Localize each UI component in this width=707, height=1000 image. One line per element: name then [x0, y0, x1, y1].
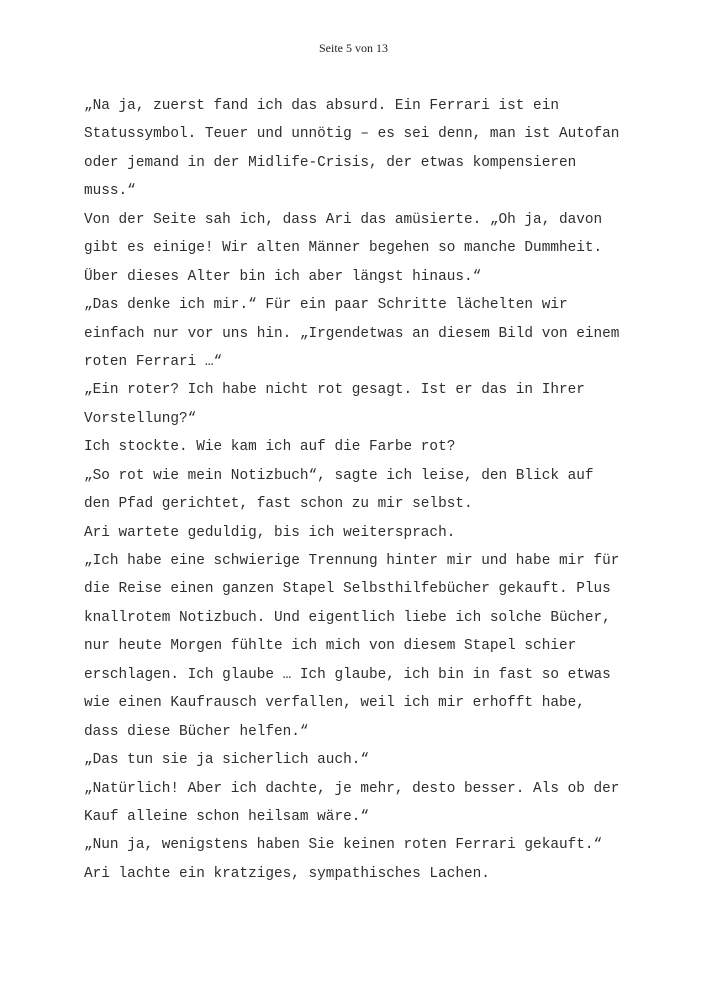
text-line: „Das denke ich mir.“ Für ein paar Schritte lächelten wir	[84, 297, 568, 314]
text-line: nur heute Morgen fühlte ich mich von diesem Stapel schier	[84, 638, 577, 655]
text-line: „Das tun sie ja sicherlich auch.“	[84, 752, 369, 769]
text-line: „Natürlich! Aber ich dachte, je mehr, desto besser. Als ob der	[84, 780, 620, 797]
text-line: „Na ja, zuerst fand ich das absurd. Ein Ferrari ist ein	[84, 98, 559, 114]
text-line: „Nun ja, wenigstens haben Sie keinen roten Ferrari gekauft.“	[84, 837, 603, 854]
text-line: gibt es einige! Wir alten Männer begehen so manche Dummheit.	[84, 240, 603, 257]
text-line: einfach nur vor uns hin. „Irgendetwas an diesem Bild von einem	[84, 325, 620, 342]
manuscript-body	[84, 92, 644, 888]
text-line: „Ein roter? Ich habe nicht rot gesagt. Ist er das in Ihrer	[84, 382, 585, 399]
text-line: „Ich habe eine schwierige Trennung hinter mir und habe mir für	[84, 553, 620, 569]
text-line: Ari lachte ein kratziges, sympathisches Lachen.	[84, 865, 490, 882]
text-line: den Pfad gerichtet, fast schon zu mir selbst.	[84, 496, 473, 513]
text-line: „So rot wie mein Notizbuch“, sagte ich leise, den Blick auf	[84, 467, 594, 484]
text-line: die Reise einen ganzen Stapel Selbsthilfebücher gekauft. Plus	[84, 581, 611, 598]
text-line: Statussymbol. Teuer und unnötig – es sei denn, man ist Autofan	[84, 126, 620, 143]
text-line: Über dieses Alter bin ich aber längst hinaus.“	[84, 268, 482, 285]
text-line: dass diese Bücher helfen.“	[84, 723, 309, 740]
text-line: erschlagen. Ich glaube … Ich glaube, ich bin in fast so etwas	[84, 666, 611, 683]
text-line: knallrotem Notizbuch. Und eigentlich liebe ich solche Bücher,	[84, 609, 611, 626]
text-line: muss.“	[84, 183, 136, 200]
text-line: roten Ferrari …“	[84, 353, 223, 370]
text-line: oder jemand in der Midlife-Crisis, der etwas kompensieren	[84, 154, 577, 171]
text-line: Von der Seite sah ich, dass Ari das amüsierte. „Oh ja, davon	[84, 211, 603, 228]
page-number-header: Seite 5 von 13	[319, 41, 388, 55]
text-line: Ari wartete geduldig, bis ich weitersprach.	[84, 524, 456, 541]
text-line: Ich stockte. Wie kam ich auf die Farbe rot?	[84, 439, 456, 456]
text-line: Vorstellung?“	[84, 410, 197, 427]
text-line: Kauf alleine schon heilsam wäre.“	[84, 808, 369, 825]
text-line: wie einen Kaufrausch verfallen, weil ich mir erhofft habe,	[84, 695, 585, 712]
